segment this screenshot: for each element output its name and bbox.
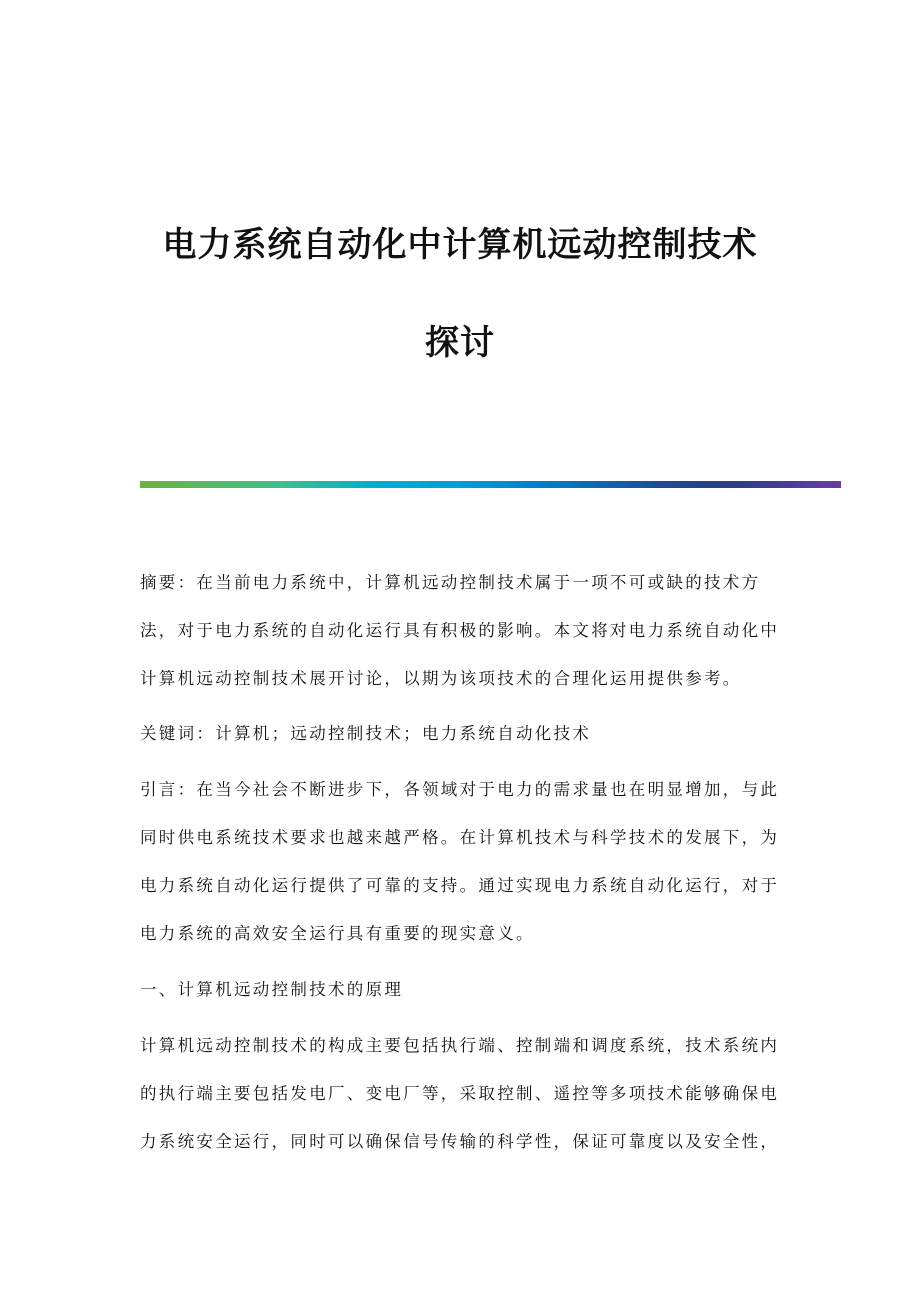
body-line: 力系统安全运行，同时可以确保信号传输的科学性，保证可靠度以及安全性， [140, 1132, 780, 1151]
document-title-line-2: 探讨 [425, 323, 495, 363]
abstract-line: 计算机远动控制技术展开讨论，以期为该项技术的合理化运用提供参考。 [140, 669, 742, 688]
intro-line: 电力系统的高效安全运行具有重要的现实意义。 [140, 924, 535, 943]
body-line: 的执行端主要包括发电厂、变电厂等，采取控制、遥控等多项技术能够确保电 [140, 1084, 780, 1103]
intro-line: 引言：在当今社会不断进步下，各领域对于电力的需求量也在明显增加，与此 [140, 780, 780, 799]
intro-line: 电力系统自动化运行提供了可靠的支持。通过实现电力系统自动化运行，对于 [140, 876, 780, 895]
gradient-divider [140, 481, 841, 488]
document-title-line-1: 电力系统自动化中计算机远动控制技术 [162, 225, 758, 265]
abstract-line: 摘要：在当前电力系统中，计算机远动控制技术属于一项不可或缺的技术方 [140, 573, 761, 592]
body-line: 计算机远动控制技术的构成主要包括执行端、控制端和调度系统，技术系统内 [140, 1036, 780, 1055]
section-heading: 一、计算机远动控制技术的原理 [140, 980, 404, 999]
keywords: 关键词：计算机；远动控制技术；电力系统自动化技术 [140, 724, 592, 743]
abstract-line: 法，对于电力系统的自动化运行具有积极的影响。本文将对电力系统自动化中 [140, 621, 780, 640]
intro-line: 同时供电系统技术要求也越来越严格。在计算机技术与科学技术的发展下，为 [140, 828, 780, 847]
